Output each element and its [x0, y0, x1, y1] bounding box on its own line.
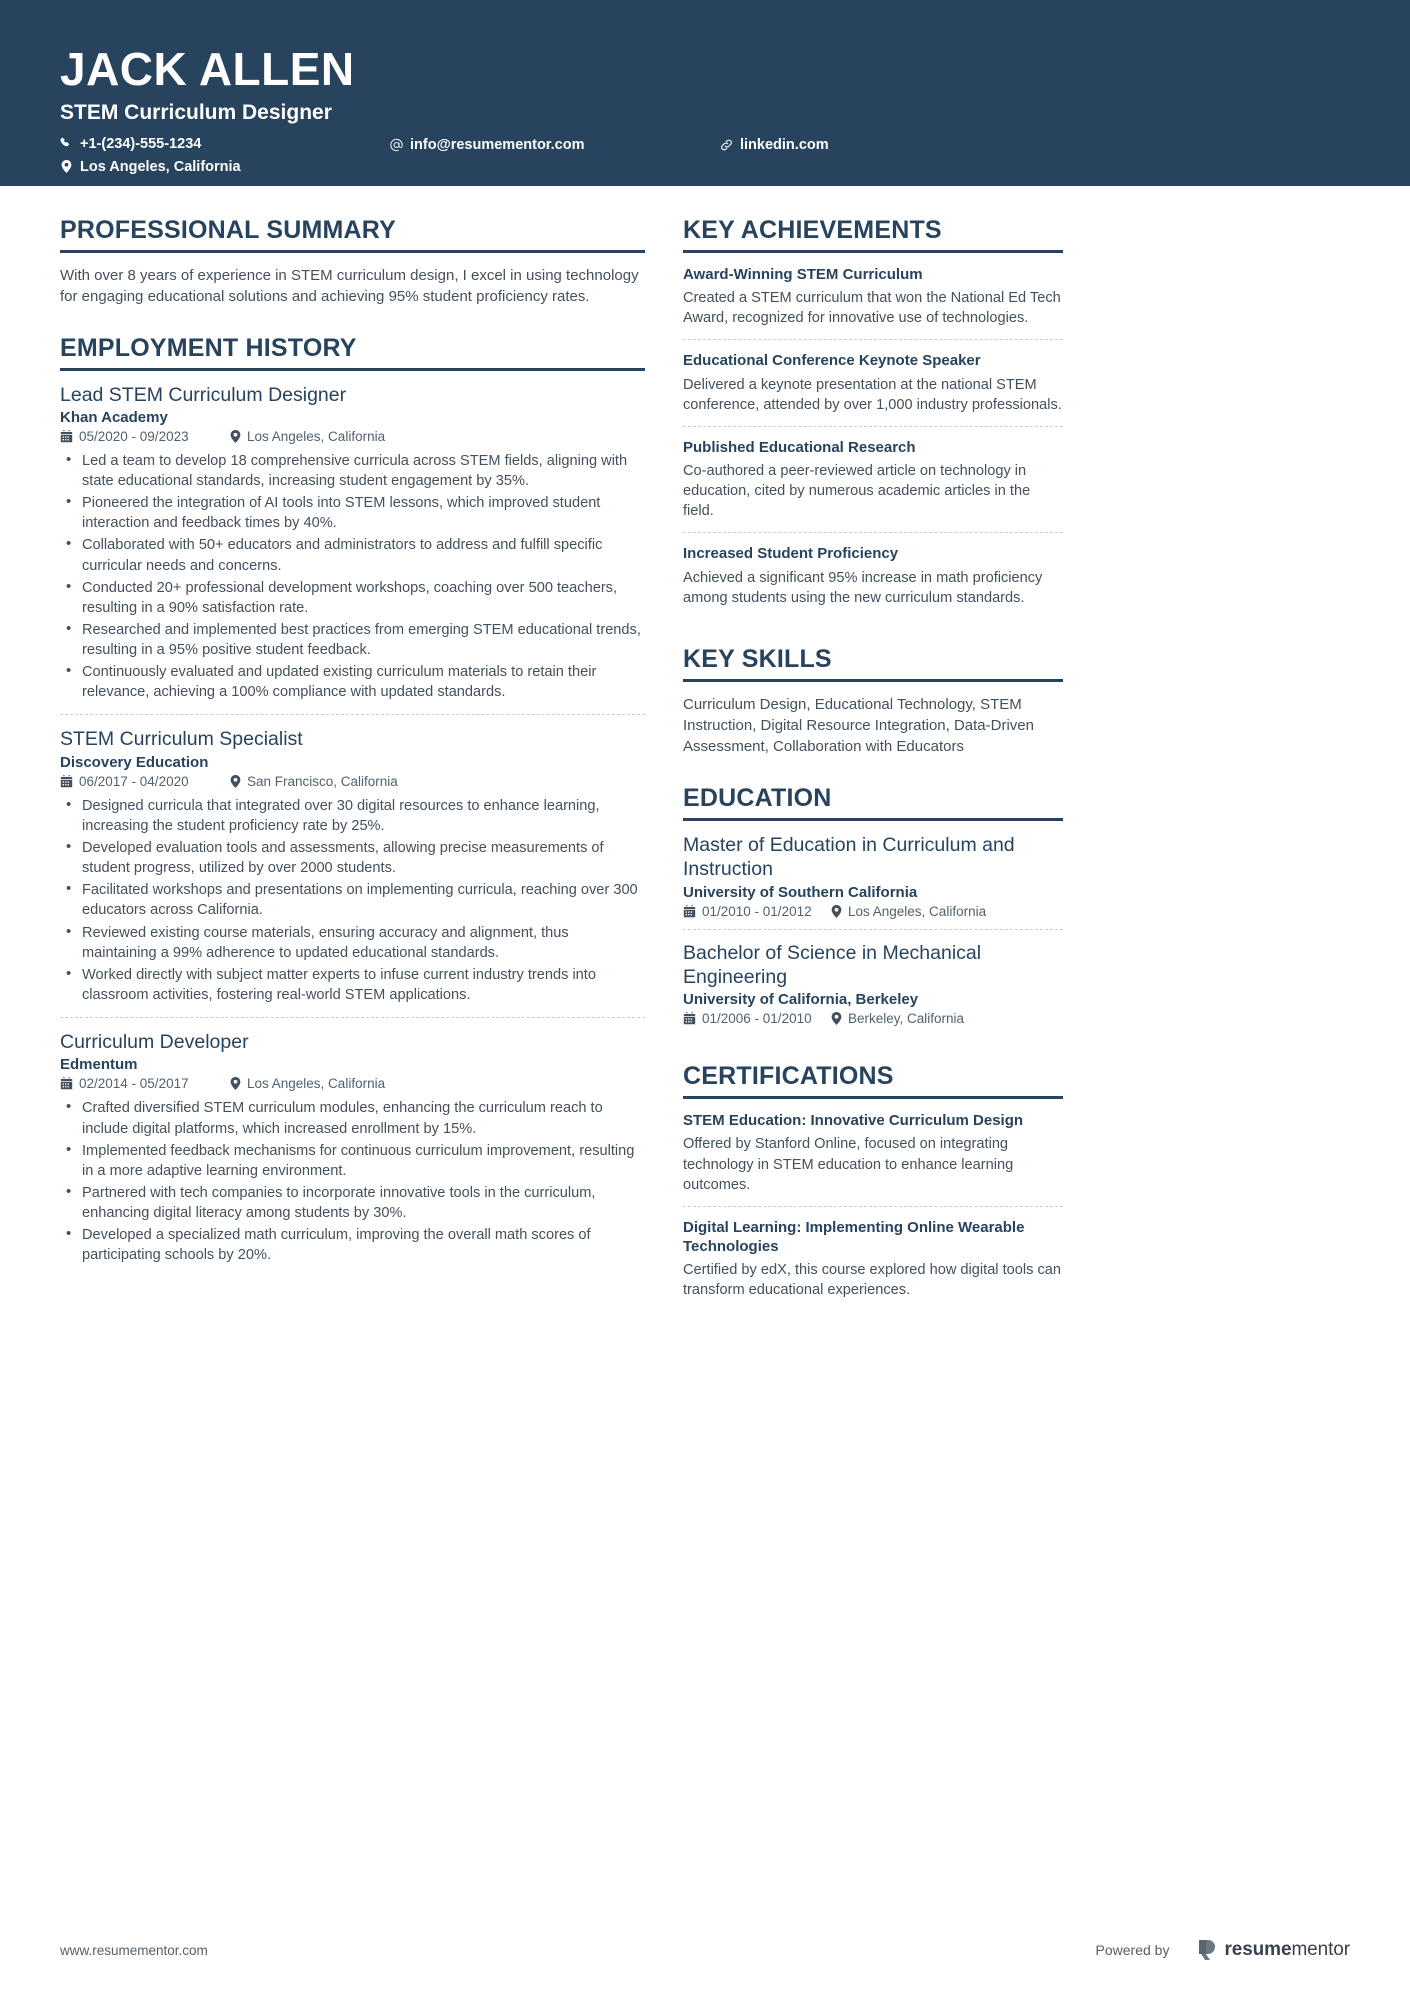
job-bullet: • Developed a specialized math curriculum, improving the overall math scores of participating schools by 20%.: [60, 1225, 645, 1265]
education-entry: [683, 929, 1063, 1037]
job-title: STEM Curriculum Designer: [60, 100, 332, 124]
section-heading-key-achievements: KEY ACHIEVEMENTS: [683, 216, 1063, 253]
brand-light-text: mentor: [1291, 1939, 1350, 1960]
brand-bold-text: resume: [1224, 1939, 1292, 1960]
job-bullet: • Partnered with tech companies to incorporate innovative tools in the curriculum, enhancing digital literacy among students by 30%.: [60, 1183, 645, 1223]
calendar-icon: [683, 1012, 696, 1025]
job-dates: 02/2014 - 05/2017: [79, 1076, 189, 1092]
achievement-desc: Delivered a keynote presentation at the national STEM conference, attended by over 1,000 industry professionals.: [683, 376, 1062, 413]
calendar-icon: [60, 775, 73, 788]
job-bullet: • Implemented feedback mechanisms for continuous curriculum improvement, resulting in a more adaptive learning environment.: [60, 1141, 645, 1181]
map-pin-icon: [831, 905, 842, 918]
achievement-item: [683, 265, 1063, 339]
education-entry: [683, 833, 1063, 929]
employment-entry: [60, 383, 645, 715]
map-pin-icon: [831, 1012, 842, 1025]
job-bullet: • Worked directly with subject matter experts to infuse current industry trends into classroom activities, fostering real-world STEM applications.: [60, 965, 645, 1005]
job-bullet: • Designed curricula that integrated over 30 digital resources to enhance learning, increasing the student proficiency rate by 25%.: [60, 796, 645, 836]
certification-item: [683, 1206, 1063, 1312]
job-dates-group: [60, 774, 230, 789]
section-heading-key-skills: KEY SKILLS: [683, 645, 1063, 682]
education-school: University of California, Berkeley: [683, 991, 919, 1009]
section-heading-certifications: CERTIFICATIONS: [683, 1062, 1063, 1099]
job-meta: [60, 429, 645, 444]
job-company: Khan Academy: [60, 408, 168, 426]
job-meta: [60, 1076, 645, 1091]
calendar-icon: [683, 905, 696, 918]
job-dates-group: [60, 1076, 230, 1091]
certification-desc: Offered by Stanford Online, focused on integrating technology in STEM education to enhance learning outcomes.: [683, 1136, 1014, 1193]
employment-entry: [60, 1017, 645, 1277]
employment-entry: [60, 714, 645, 1017]
achievement-desc: Achieved a significant 95% increase in math proficiency among students using the new curriculum standards.: [683, 569, 1043, 606]
education-location-group: [831, 904, 986, 919]
achievement-title: Educational Conference Keynote Speaker: [683, 352, 981, 370]
right-column: [683, 186, 1063, 1311]
location-text: Los Angeles, California: [80, 158, 241, 175]
education-location: Los Angeles, California: [848, 903, 987, 919]
certification-title: STEM Education: Innovative Curriculum Design: [683, 1112, 1024, 1130]
map-pin-icon: [230, 775, 241, 788]
job-role: Lead STEM Curriculum Designer: [60, 383, 347, 406]
education-location-group: [831, 1011, 964, 1026]
education-degree: Master of Education in Curriculum and Instruction: [683, 833, 1015, 881]
resumementor-wordmark: [1224, 1939, 1350, 1961]
section-heading-employment-history: EMPLOYMENT HISTORY: [60, 334, 645, 371]
job-role: Curriculum Developer: [60, 1031, 249, 1054]
phone-icon: [60, 137, 73, 150]
education-meta: [683, 1011, 1063, 1026]
contact-location: [60, 159, 390, 175]
resume-header: [0, 0, 1410, 186]
left-column: [60, 186, 645, 1311]
job-company: Edmentum: [60, 1056, 138, 1074]
achievement-desc: Co-authored a peer-reviewed article on technology in education, cited by numerous academic articles in the field.: [683, 463, 1031, 520]
education-dates: 01/2006 - 01/2010: [702, 1011, 812, 1027]
calendar-icon: [60, 1077, 73, 1090]
footer-branding: [1096, 1939, 1350, 1961]
job-bullet: • Conducted 20+ professional development workshops, coaching over 500 teachers, resulting in a 90% satisfaction rate.: [60, 578, 645, 618]
resumementor-mark-icon: [1197, 1939, 1217, 1961]
education-dates-group: [683, 904, 831, 919]
job-bullets: [60, 796, 645, 1005]
link-icon: [720, 138, 733, 152]
education-location: Berkeley, California: [848, 1011, 965, 1027]
contact-email[interactable]: [390, 137, 720, 153]
education-dates-group: [683, 1011, 831, 1026]
contact-linkedin[interactable]: [720, 137, 1050, 153]
job-meta: [60, 774, 645, 789]
achievement-item: [683, 426, 1063, 533]
job-location-group: [230, 429, 385, 444]
education-degree: Bachelor of Science in Mechanical Engineering: [683, 941, 982, 988]
contact-row: [60, 136, 1350, 182]
footer-website-url[interactable]: www.resumementor.com: [60, 1942, 208, 1958]
job-dates-group: [60, 429, 230, 444]
resumementor-logo: [1197, 1939, 1350, 1961]
key-skills-text: Curriculum Design, Educational Technology, STEM Instruction, Digital Resource Integration, Data-Driven Assessment, Collaboration with Educators: [683, 695, 1034, 756]
certification-title: Digital Learning: Implementing Online Wearable Technologies: [683, 1218, 1025, 1256]
education-meta: [683, 904, 1063, 919]
job-bullet: • Collaborated with 50+ educators and administrators to address and fulfill specific curricular needs and concerns.: [60, 535, 645, 575]
job-bullet: • Developed evaluation tools and assessments, allowing precise measurements of student progress, utilized by over 2000 students.: [60, 838, 645, 878]
linkedin-text: linkedin.com: [740, 136, 829, 153]
job-location-group: [230, 774, 398, 789]
achievement-title: Increased Student Proficiency: [683, 545, 899, 563]
calendar-icon: [60, 430, 73, 443]
job-dates: 05/2020 - 09/2023: [79, 428, 189, 444]
at-icon: [390, 138, 403, 152]
job-location: Los Angeles, California: [247, 428, 386, 444]
education-school: University of Southern California: [683, 883, 918, 901]
job-dates: 06/2017 - 04/2020: [79, 773, 189, 789]
achievement-item: [683, 339, 1063, 425]
achievement-desc: Created a STEM curriculum that won the National Ed Tech Award, recognized for innovative use of technologies.: [683, 290, 1061, 327]
map-pin-icon: [230, 430, 241, 443]
section-heading-education: EDUCATION: [683, 784, 1063, 821]
job-location-group: [230, 1076, 385, 1091]
job-company: Discovery Education: [60, 753, 209, 771]
resume-footer: [0, 1939, 1410, 1961]
map-pin-icon: [230, 1077, 241, 1090]
email-text: info@resumementor.com: [410, 136, 585, 153]
achievement-item: [683, 532, 1063, 618]
phone-text: +1-(234)-555-1234: [80, 135, 202, 152]
achievement-title: Award-Winning STEM Curriculum: [683, 266, 923, 283]
education-dates: 01/2010 - 01/2012: [702, 903, 812, 919]
job-bullet: • Researched and implemented best practices from emerging STEM educational trends, resulting in a 95% positive student feedback.: [60, 620, 645, 660]
job-location: Los Angeles, California: [247, 1076, 386, 1092]
achievement-title: Published Educational Research: [683, 438, 916, 456]
job-bullet: • Facilitated workshops and presentations on implementing curricula, reaching over 300 educators across California.: [60, 880, 645, 920]
map-pin-icon: [60, 160, 73, 173]
page-title: JACK ALLEN: [60, 43, 355, 95]
job-bullet: • Crafted diversified STEM curriculum modules, enhancing the curriculum reach to include digital platforms, which increased enrollment by 15%.: [60, 1098, 645, 1138]
job-bullets: [60, 1098, 645, 1265]
job-location: San Francisco, California: [247, 773, 398, 789]
contact-phone: [60, 136, 390, 152]
job-bullet: • Continuously evaluated and updated existing curriculum materials to retain their relevance, achieving a 100% compliance with updated standards.: [60, 662, 645, 702]
job-bullet: • Led a team to develop 18 comprehensive curricula across STEM fields, aligning with state educational standards, increasing student engagement by 35%.: [60, 451, 645, 491]
job-role: STEM Curriculum Specialist: [60, 728, 303, 751]
job-bullet: • Pioneered the integration of AI tools into STEM lessons, which improved student interaction and feedback times by 40%.: [60, 493, 645, 533]
certification-item: [683, 1111, 1063, 1206]
resume-body: [0, 186, 1410, 1311]
professional-summary-text: With over 8 years of experience in STEM curriculum design, I excel in using technology for engaging educational solutions and achieving 95% student proficiency rates.: [60, 267, 639, 306]
section-heading-professional-summary: PROFESSIONAL SUMMARY: [60, 216, 645, 253]
powered-by-label: Powered by: [1095, 1942, 1170, 1958]
job-bullets: [60, 451, 645, 703]
job-bullet: • Reviewed existing course materials, ensuring accuracy and alignment, thus maintaining a 99% adherence to updated educational standards.: [60, 923, 645, 963]
certification-desc: Certified by edX, this course explored how digital tools can transform educational experiences.: [683, 1262, 1062, 1299]
